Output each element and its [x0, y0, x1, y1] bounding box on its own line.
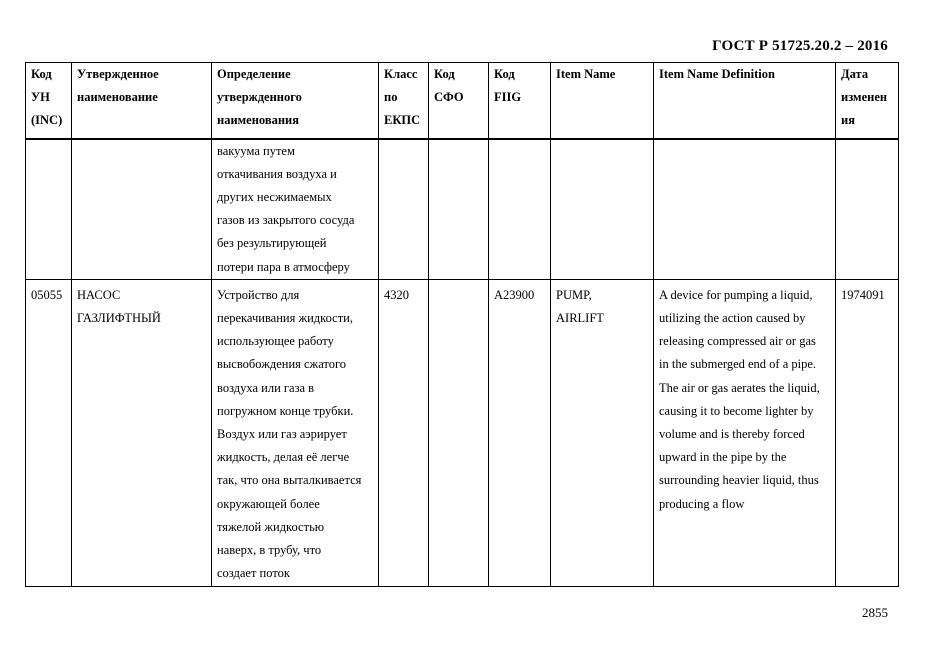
cell-text-line: создает поток	[217, 566, 290, 581]
cell-text-line: Утвержденное	[77, 67, 159, 81]
cell-text-line: A23900	[494, 287, 535, 302]
cell-text-line: Item Name	[556, 67, 616, 81]
cell-text-line: ия	[841, 113, 855, 128]
table-header-row	[26, 63, 899, 139]
cell-text-line: наверх, в трубу, что	[217, 542, 322, 557]
cell-ekps-class	[379, 279, 429, 586]
cell-inc-code	[26, 139, 72, 280]
cell-text-line: Код	[494, 67, 515, 81]
document-standard-header: ГОСТ Р 51725.20.2 – 2016	[712, 38, 888, 54]
cell-text-line: газов из закрытого сосуда	[217, 213, 355, 228]
header-cell-item-name-definition	[654, 63, 836, 139]
cell-change-date	[836, 279, 899, 586]
cell-item-name	[551, 139, 654, 280]
cell-text-line: СФО	[434, 90, 464, 105]
cell-text-line: жидкость, делая её легче	[217, 450, 350, 465]
cell-definition	[212, 279, 379, 586]
cell-text-line: окружающей более	[217, 496, 320, 511]
cell-text-line: upward in the pipe by the	[659, 450, 787, 465]
page-number: 2855	[862, 605, 888, 620]
cell-inc-code	[26, 279, 72, 586]
cell-text-line: НАСОС	[77, 287, 121, 302]
cell-text-line: высвобождения сжатого	[217, 357, 347, 372]
header-cell-fiig-code	[489, 63, 551, 139]
cell-text-line: volume and is thereby forced	[659, 426, 805, 441]
cell-text-line: causing it to become lighter by	[659, 403, 814, 418]
cell-item-name-definition	[654, 139, 836, 280]
header-cell-item-name	[551, 63, 654, 139]
cell-text-line: Воздух или газ аэрирует	[217, 426, 347, 441]
cell-fiig-code	[489, 279, 551, 586]
cell-text-line: surrounding heavier liquid, thus	[659, 473, 819, 488]
cell-text-line: 05055	[31, 287, 63, 302]
cell-text-line: ЕКПС	[384, 113, 421, 128]
cell-text-line: Код	[434, 67, 455, 81]
cell-text-line: 1974091	[841, 287, 885, 302]
cell-sfo-code	[429, 279, 489, 586]
cell-definition	[212, 139, 379, 280]
cell-text-line: по	[384, 90, 398, 105]
cell-change-date	[836, 139, 899, 280]
cell-text-line: так, что она выталкивается	[217, 473, 362, 488]
cell-text-line: других несжимаемых	[217, 189, 332, 204]
table-row-continuation	[26, 139, 899, 280]
cell-text-line: наименования	[217, 113, 300, 128]
cell-text-line: без результирующей	[217, 236, 327, 251]
cell-text-line: тяжелой жидкостью	[217, 519, 325, 534]
header-cell-change-date	[836, 63, 899, 139]
cell-text-line: использующее работу	[217, 334, 334, 349]
cell-text-line: потери пара в атмосферу	[217, 259, 350, 274]
cell-text-line: погружном конце трубки.	[217, 403, 354, 418]
cell-text-line: наименование	[77, 90, 158, 105]
cell-text-line: 4320	[384, 287, 409, 302]
cell-fiig-code	[489, 139, 551, 280]
header-cell-approved-name	[72, 63, 212, 139]
cell-item-name	[551, 279, 654, 586]
cell-item-name-definition	[654, 279, 836, 586]
cell-text-line: откачивания воздуха и	[217, 166, 337, 181]
table-row-05055	[26, 279, 899, 586]
cell-text-line: producing a flow	[659, 496, 745, 511]
cell-approved-name	[72, 139, 212, 280]
cell-text-line: releasing compressed air or gas	[659, 334, 816, 349]
cell-ekps-class	[379, 139, 429, 280]
header-cell-definition	[212, 63, 379, 139]
cell-approved-name	[72, 279, 212, 586]
cell-text-line: Определение	[217, 67, 291, 81]
cell-text-line: AIRLIFT	[556, 310, 604, 325]
cell-text-line: (INC)	[31, 113, 63, 128]
header-cell-ekps-class	[379, 63, 429, 139]
cell-sfo-code	[429, 139, 489, 280]
cell-text-line: A device for pumping a liquid,	[659, 287, 813, 302]
cell-text-line: перекачивания жидкости,	[217, 310, 353, 325]
cell-text-line: воздуха или газа в	[217, 380, 315, 395]
cell-text-line: utilizing the action caused by	[659, 310, 806, 325]
cell-text-line: The air or gas aerates the liquid,	[659, 380, 820, 395]
specification-table	[25, 62, 899, 587]
header-cell-inc-code	[26, 63, 72, 139]
cell-text-line: УН	[31, 90, 50, 105]
cell-text-line: Класс	[384, 67, 418, 81]
cell-text-line: Item Name Definition	[659, 67, 775, 81]
cell-text-line: Устройство для	[217, 287, 300, 302]
header-cell-sfo-code	[429, 63, 489, 139]
cell-text-line: утвержденного	[217, 90, 302, 105]
cell-text-line: ГАЗЛИФТНЫЙ	[77, 310, 161, 325]
cell-text-line: Код	[31, 67, 52, 81]
cell-text-line: FIIG	[494, 90, 522, 105]
cell-text-line: PUMP,	[556, 287, 592, 302]
cell-text-line: вакуума путем	[217, 143, 295, 158]
cell-text-line: изменен	[841, 90, 888, 105]
cell-text-line: in the submerged end of a pipe.	[659, 357, 817, 372]
cell-text-line: Дата	[841, 67, 869, 81]
